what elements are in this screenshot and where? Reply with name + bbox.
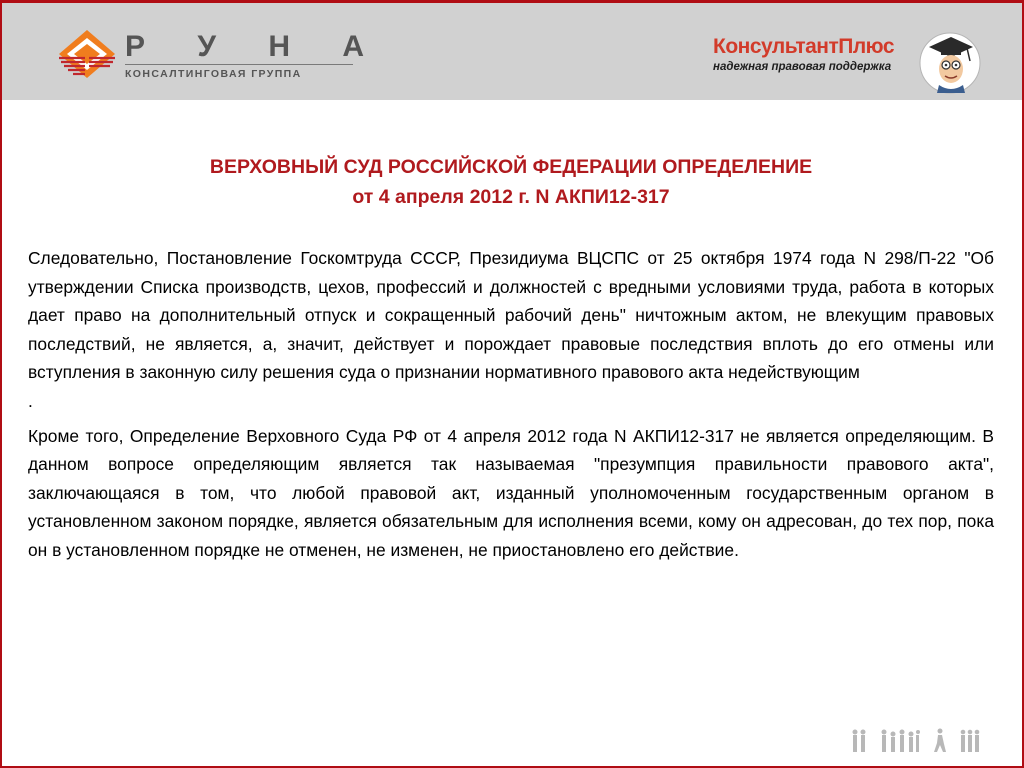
title-line-1: ВЕРХОВНЫЙ СУД РОССИЙСКОЙ ФЕДЕРАЦИИ ОПРЕДЕЛЕНИЕ bbox=[209, 156, 813, 178]
professor-mascot-icon bbox=[915, 27, 985, 95]
runa-logo-subtitle: КОНСАЛТИНГОВАЯ ГРУППА bbox=[125, 68, 302, 80]
paragraph-2: Кроме того, Определение Верховного Суда РФ от 4 апреля 2012 года N АКПИ12-317 не является определяющим. В данном вопросе определяющим является так называемая "презумпция правильности правового акта", заключающаяся в том, что любой правовой акт, изданный уполномоченным государственным органом в установленном законом порядке, является обязательным для исполнения всеми, кому он адресован, до тех пор, пока он в установленном порядке не отменен, не изменен, не приостановлено его действие. bbox=[28, 425, 994, 560]
consultant-plus-logo bbox=[713, 30, 1013, 94]
paragraph-1: Следовательно, Постановление Госкомтруда СССР, Президиума ВЦСПС от 25 октября 1974 года N 298/П-22 "Об утверждении Списка производств, цехов, профессий и должностей с вредными условиями труда, работа в которых дает право на дополнительный отпуск и сокращенный рабочий день" ничтожным актом, не влекущим правовых последствий, не является, а, значит, действует и порождает правовые последствия вплоть до его отмены или вступления в законную силу решения суда о признании нормативного правового акта недействующим bbox=[28, 248, 994, 383]
people-pair-icon bbox=[850, 728, 868, 752]
separator-dot: . bbox=[28, 390, 33, 411]
title-line-2: от 4 апреля 2012 г. N АКПИ12-317 bbox=[352, 186, 670, 208]
people-group-icon bbox=[880, 728, 920, 752]
walking-person-icon bbox=[933, 728, 947, 752]
consultant-plus-name: КонсультантПлюс bbox=[713, 35, 895, 58]
runa-logo-name: Р У Н А bbox=[125, 30, 387, 63]
slide-body bbox=[28, 244, 994, 565]
runa-logo-divider bbox=[125, 64, 353, 65]
consultant-plus-tagline: надежная правовая поддержка bbox=[713, 61, 892, 73]
people-trio-icon bbox=[959, 728, 981, 752]
runa-logo bbox=[55, 28, 387, 80]
slide-title bbox=[30, 152, 992, 212]
footer-people-decoration bbox=[850, 728, 989, 752]
runa-diamond-icon bbox=[55, 28, 119, 80]
